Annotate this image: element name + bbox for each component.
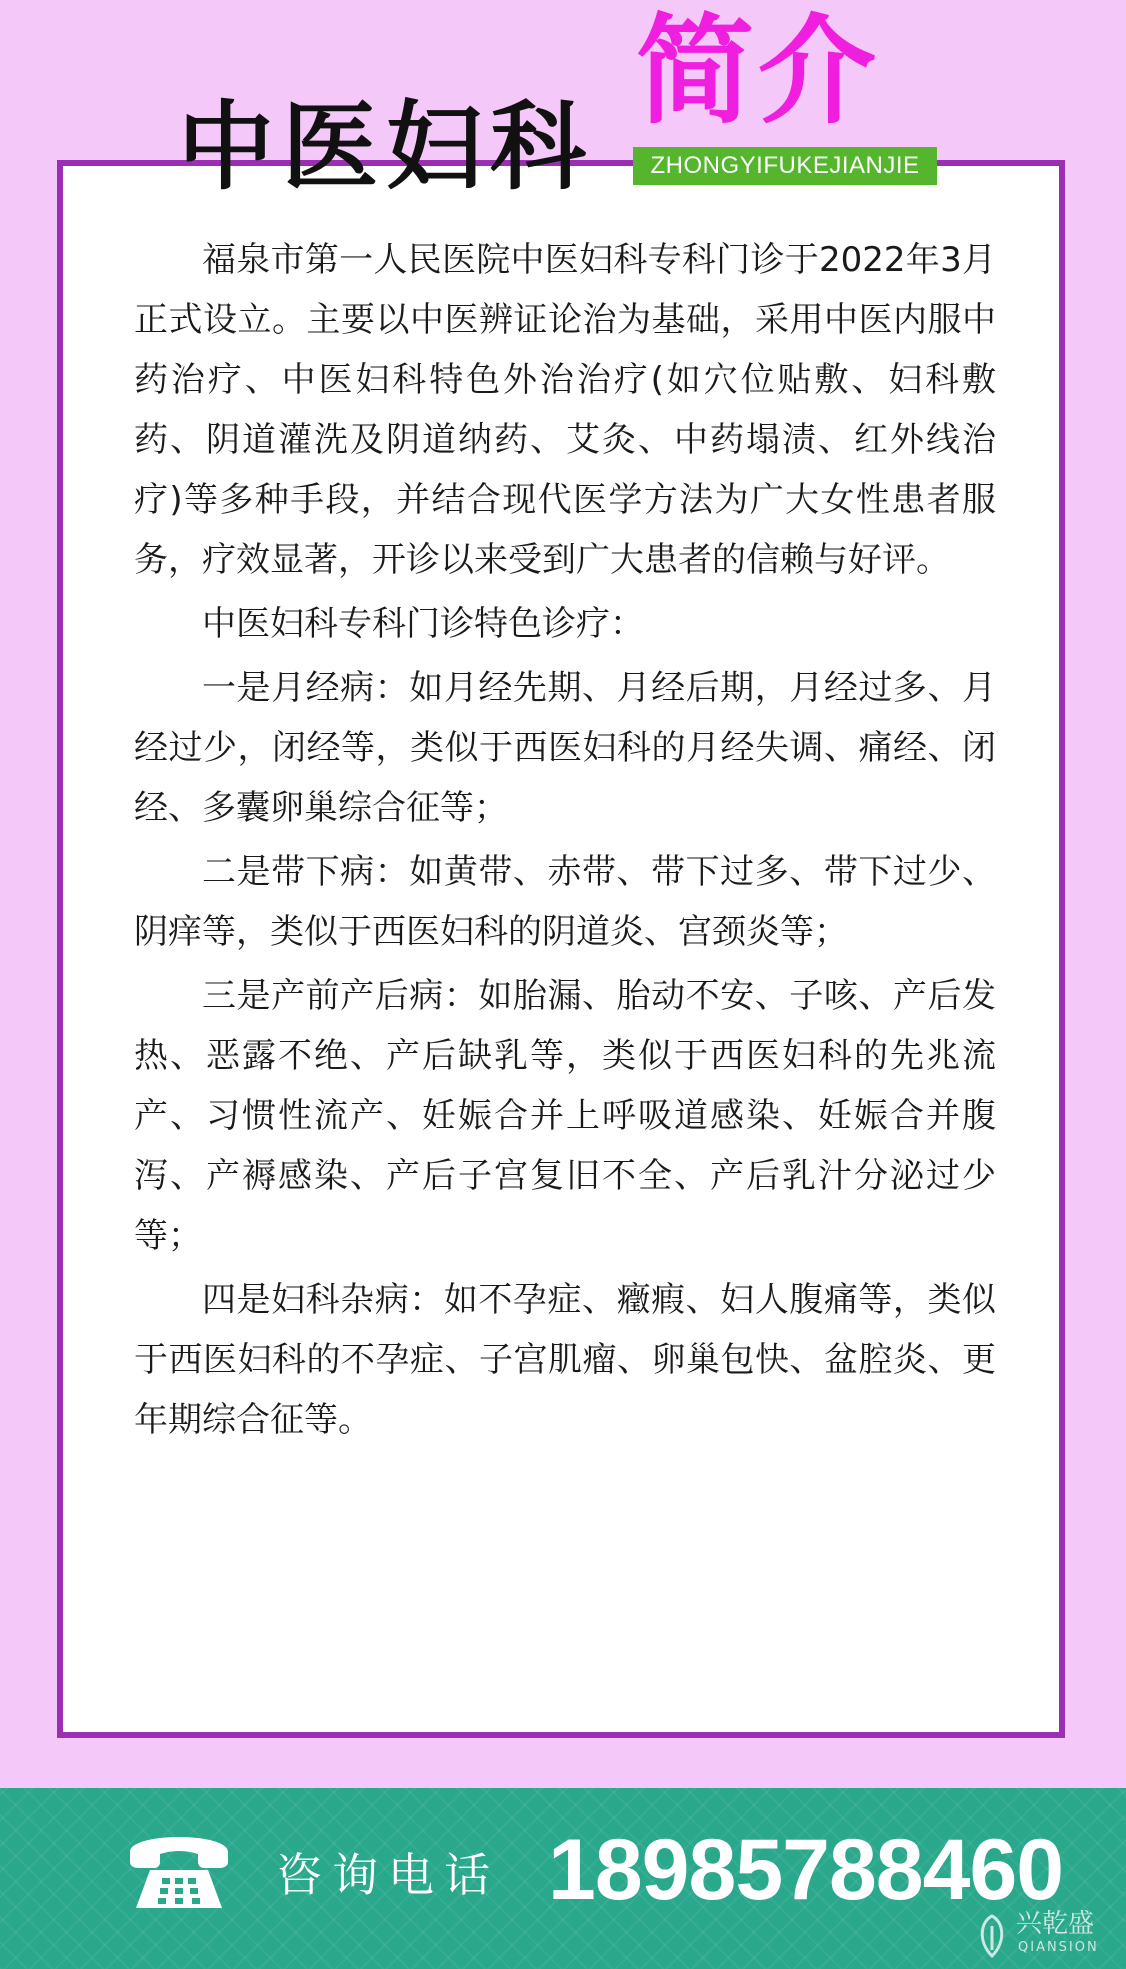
list-item: 二是带下病：如黄带、赤带、带下过多、带下过少、阴痒等，类似于西医妇科的阴道炎、宫颈炎等；: [134, 852, 996, 952]
section-heading: 中医妇科专科门诊特色诊疗：: [202, 604, 644, 644]
watermark-logo-icon: [972, 1912, 1012, 1960]
list-item: 一是月经病：如月经先期、月经后期，月经过多、月经过少，闭经等，类似于西医妇科的月经失调、痛经、闭经、多囊卵巢综合征等；: [134, 668, 996, 828]
watermark-sub: QIANSION: [1018, 1940, 1099, 1955]
title-pinyin-badge: ZHONGYIFUKEJIANJIE: [633, 147, 937, 185]
title-accent: 简介: [636, 1, 881, 140]
intro-paragraph: 福泉市第一人民医院中医妇科专科门诊于2022年3月正式设立。主要以中医辨证论治为基础，采用中医内服中药治疗、中医妇科特色外治治疗(如穴位贴敷、妇科敷药、阴道灌洗及阴道纳药、艾灸、中药塌渍、红外线治疗)等多种手段，并结合现代医学方法为广大女性患者服务，疗效显著，开诊以来受到广大患者的信赖与好评。: [134, 240, 996, 580]
watermark-name: 兴乾盛: [1016, 1909, 1095, 1939]
consult-phone-label: 咨询电话: [276, 1848, 500, 1902]
phone-number: 18985788460: [548, 1822, 1064, 1918]
telephone-icon: [124, 1822, 234, 1912]
list-item: 三是产前产后病：如胎漏、胎动不安、子咳、产后发热、恶露不绝、产后缺乳等，类似于西医妇科的先兆流产、习惯性流产、妊娠合并上呼吸道感染、妊娠合并腹泻、产褥感染、产后子宫复旧不全、产后乳汁分泌过少等；: [134, 976, 996, 1256]
list-item: 四是妇科杂病：如不孕症、癥瘕、妇人腹痛等，类似于西医妇科的不孕症、子宫肌瘤、卵巢包快、盆腔炎、更年期综合征等。: [134, 1280, 996, 1440]
page-title: 中医妇科: [178, 91, 594, 203]
watermark: [972, 1908, 1122, 1964]
intro-text: [134, 230, 996, 1450]
